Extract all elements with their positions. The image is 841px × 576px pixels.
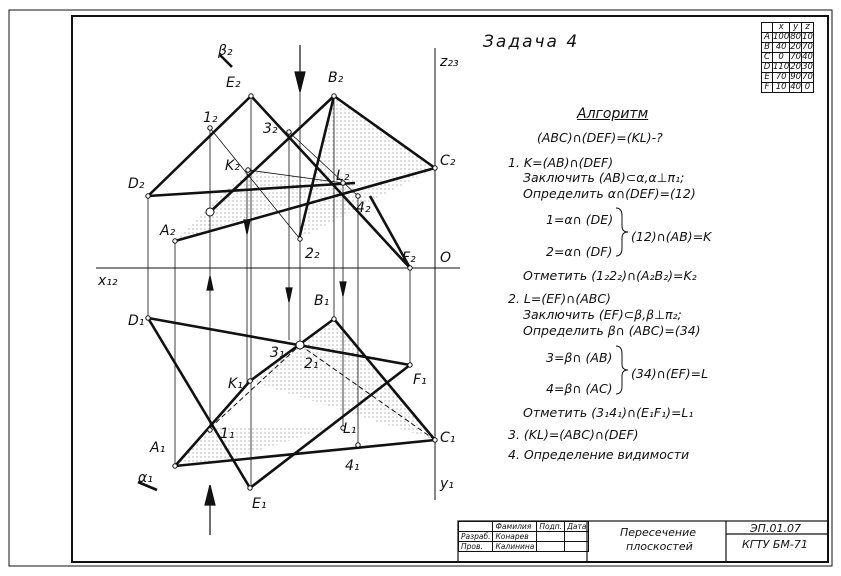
coord-row [762,53,814,63]
step-1: 1. K=(AB)∩(DEF) [508,155,614,170]
coord-header [762,23,773,33]
step-2c: 3=β∩ (AB) [546,350,613,365]
stamp-name: Конарев [493,532,537,542]
label-beta2: β₂ [218,43,233,59]
title-block-grid [458,521,589,552]
coord-cell: 70 [773,73,790,83]
coord-cell: 100 [773,32,790,42]
step-1c: 1=α∩ (DE) [546,212,614,227]
label-F1: F₁ [413,372,427,388]
coord-header: x [773,23,790,33]
coord-cell: D [762,63,773,73]
label-4-2: 4₂ [356,200,371,216]
coord-cell: 70 [802,72,813,82]
abc-front-shaded-1 [299,96,435,239]
label-E1: E₁ [252,496,267,512]
coord-header: y [790,23,802,33]
label-B1: B₁ [314,293,330,309]
step-2: 2. L=(EF)∩(ABC) [508,291,611,306]
algorithm-goal: (ABC)∩(DEF)=(KL)-? [537,130,663,145]
stamp-row [459,542,589,552]
algorithm-braces [616,208,628,394]
coord-cell: 110 [773,62,790,72]
label-A1: A₁ [150,440,166,456]
coord-cell: 70 [790,52,802,62]
stamp-role: Пров. [459,542,493,552]
stamp-cell [565,532,589,542]
coord-row [762,83,814,93]
stamp-role: Разраб. [459,532,493,542]
coord-cell: 40 [802,52,813,62]
label-B2: B₂ [328,70,344,86]
coord-header-row [762,23,814,33]
coord-cell: A [762,33,773,43]
label-K1: K₁ [228,376,243,392]
label-F2: F₂ [402,250,416,266]
doc-title-line1: Пересечение [620,526,696,539]
label-alpha1: α₁ [138,470,153,486]
label-O: O [440,250,452,266]
coordinate-table [761,22,814,93]
label-2-2: 2₂ [305,246,320,262]
stamp-row [459,532,589,542]
coord-header: z [802,23,814,33]
label-C1: C₁ [440,430,456,446]
stamp-header-family: Фамилия [493,522,537,532]
coord-row [762,43,814,53]
label-D2: D₂ [128,176,145,192]
coord-cell: 0 [802,83,814,93]
coord-cell: 70 [802,42,813,52]
step-1f: Отметить (1₂2₂)∩(A₂B₂)=K₂ [523,268,697,283]
coord-cell: F [762,83,773,93]
doc-code: ЭП.01.07 [750,522,801,535]
algorithm-heading: Алгоритм [577,106,649,122]
step-1a: Заключить (AB)⊂α,α⊥π₁; [523,170,685,185]
coord-row [762,63,814,73]
label-y1: y₁ [440,476,454,492]
step-2f: Отметить (3₁4₁)∩(E₁F₁)=L₁ [523,405,694,420]
task-title: Задача 4 [483,32,580,52]
step-3: 3. (KL)=(ABC)∩(DEF) [508,427,639,442]
step-2e: (34)∩(EF)=L [631,366,709,381]
coord-cell: 0 [773,53,790,63]
label-x12: x₁₂ [98,273,118,289]
label-4-1: 4₁ [345,458,360,474]
label-1-1: 1₁ [220,426,235,442]
label-3-2: 3₂ [263,121,278,137]
coord-cell: E [762,73,773,83]
coord-cell: 20 [790,42,802,52]
step-1e: (12)∩(AB)=K [631,229,712,244]
outer-frame [9,10,832,566]
label-L2: L₂ [336,168,350,184]
label-C2: C₂ [440,153,456,169]
doc-group: КГТУ БМ-71 [742,538,808,551]
step-4: 4. Определение видимости [508,447,690,462]
coord-cell: 10 [773,83,790,93]
coord-cell: 40 [773,43,790,53]
step-1b: Определить α∩(DEF)=(12) [523,186,696,201]
coord-cell: 10 [802,32,813,42]
stamp-name: Калинина [493,542,537,552]
label-E2: E₂ [226,75,241,91]
label-3-1: 3₁ [270,345,285,361]
label-D1: D₁ [128,313,145,329]
stamp-cell [459,522,493,532]
step-1d: 2=α∩ (DF) [546,244,613,259]
coord-cell: 40 [790,82,802,92]
step-2a: Заключить (EF)⊂β,β⊥π₂; [523,307,682,322]
stamp-header-sign: Подп. [537,522,565,532]
label-2-1: 2₁ [304,356,319,372]
step-2b: Определить β∩ (ABC)=(34) [523,323,701,338]
label-z23: z₂₃ [440,54,459,70]
coord-cell: 30 [802,62,813,72]
coord-row [762,73,814,83]
label-A2: A₂ [160,223,176,239]
label-1-2: 1₂ [203,110,218,126]
label-L1: L₁ [343,421,357,437]
coord-cell: C [762,53,773,63]
stamp-header-date: Дата [565,522,589,532]
abc-top-shaded-2 [175,428,330,466]
coord-cell: 20 [790,62,802,72]
coord-cell: B [762,43,773,53]
stamp-row [459,522,589,532]
stamp-cell [565,542,589,552]
step-2d: 4=β∩ (AC) [546,381,613,396]
stamp-cell [537,542,565,552]
doc-title-line2: плоскостей [626,540,693,553]
coord-row [762,33,814,43]
stamp-cell [537,532,565,542]
coord-cell: 90 [790,72,802,82]
label-K2: K₂ [225,158,240,174]
coord-cell: 80 [790,32,802,42]
